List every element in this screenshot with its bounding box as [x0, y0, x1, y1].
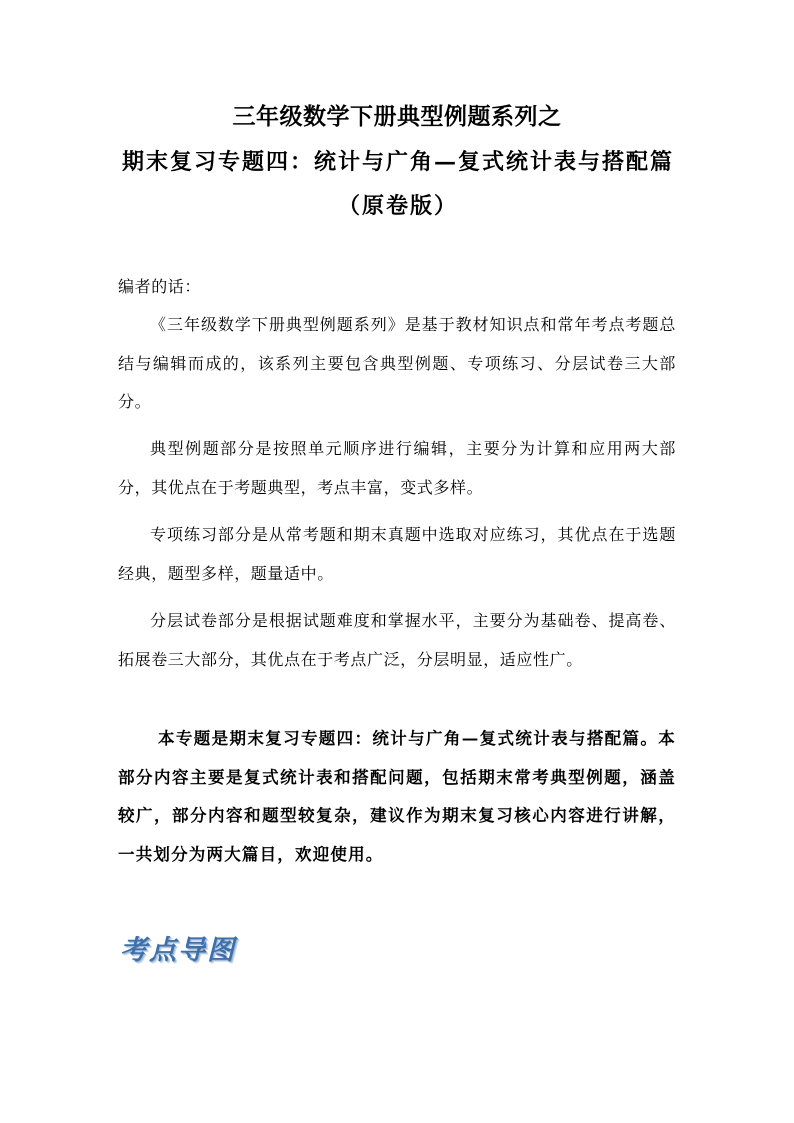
- document-title-series: 三年级数学下册典型例题系列之: [232, 104, 562, 130]
- intro-paragraph-examples: 典型例题部分是按照单元顺序进行编辑，主要分为计算和应用两大部分，其优点在于考题典型，考点丰富，变式多样。: [118, 439, 676, 497]
- intro-paragraph-series: 《三年级数学下册典型例题系列》是基于教材知识点和常年考点考题总结与编辑而成的，该系列主要包含典型例题、专项练习、分层试卷三大部分。: [118, 315, 676, 411]
- intro-paragraph-tests: 分层试卷部分是根据试题难度和掌握水平，主要分为基础卷、提高卷、拓展卷三大部分，其优点在于考点广泛，分层明显，适应性广。: [118, 611, 676, 669]
- topic-summary-paragraph: 本专题是期末复习专题四：统计与广角—复式统计表与搭配篇。本部分内容主要是复式统计表和搭配问题，包括期末常考典型例题，涵盖较广，部分内容和题型较复杂，建议作为期末复习核心内容进行讲解，一共划分为两大篇目，欢迎使用。: [118, 729, 676, 864]
- editor-note-label: 编者的话：: [118, 277, 202, 296]
- intro-paragraph-practice: 专项练习部分是从常考题和期末真题中选取对应练习，其优点在于选题经典，题型多样，题量适中。: [118, 525, 676, 583]
- document-title-topic: 期末复习专题四：统计与广角—复式统计表与搭配篇（原卷版）: [121, 149, 674, 219]
- section-heading-mindmap: 考点导图: [120, 935, 236, 966]
